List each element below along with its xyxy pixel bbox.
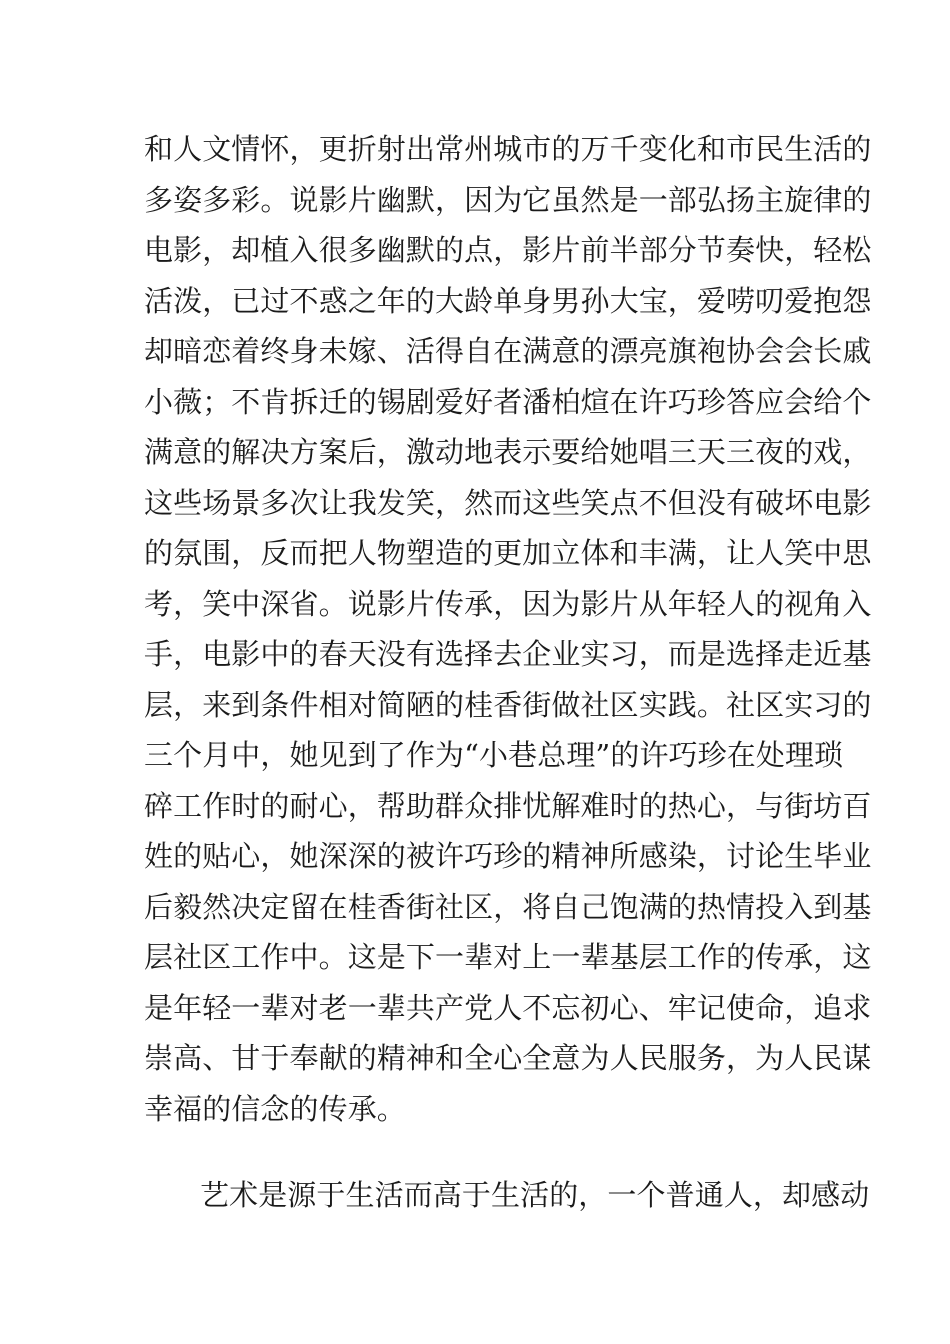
text-line: 电影，却植入很多幽默的点，影片前半部分节奏快，轻松 xyxy=(144,233,872,267)
text-line: 崇高、甘于奉献的精神和全心全意为人民服务，为人民谋 xyxy=(144,1041,872,1075)
text-line: 幸福的信念的传承。 xyxy=(144,1091,406,1126)
text-line: 的氛围，反而把人物塑造的更加立体和丰满，让人笑中思 xyxy=(144,536,872,570)
body-paragraph xyxy=(144,1170,870,1221)
text-line: 姓的贴心，她深深的被许巧珍的精神所感染，讨论生毕业 xyxy=(144,839,872,873)
text-line: 多姿多彩。说影片幽默，因为它虽然是一部弘扬主旋律的 xyxy=(144,182,872,217)
text-line: 满意的解决方案后，激动地表示要给她唱三天三夜的戏， xyxy=(144,435,872,469)
text-line: 小薇；不肯拆迁的锡剧爱好者潘柏煊在许巧珍答应会给个 xyxy=(144,384,872,419)
text-line: 后毅然决定留在桂香街社区，将自己饱满的热情投入到基 xyxy=(144,889,872,924)
text-line: 是年轻一辈对老一辈共产党人不忘初心、牢记使命，追求 xyxy=(144,990,872,1025)
text-line: 层，来到条件相对简陋的桂香街做社区实践。社区实习的 xyxy=(144,687,872,722)
text-line: 考，笑中深省。说影片传承，因为影片从年轻人的视角入 xyxy=(144,586,872,621)
text-line: 层社区工作中。这是下一辈对上一辈基层工作的传承，这 xyxy=(144,940,872,974)
text-line: 艺术是源于生活而高于生活的，一个普通人，却感动 xyxy=(200,1178,870,1212)
text-line: 碎工作时的耐心，帮助群众排忧解难时的热心，与街坊百 xyxy=(144,788,872,823)
text-line: 和人文情怀，更折射出常州城市的万千变化和市民生活的 xyxy=(144,132,872,166)
text-line: 这些场景多次让我发笑，然而这些笑点不但没有破坏电影 xyxy=(144,485,872,520)
text-line: 活泼，已过不惑之年的大龄单身男孙大宝，爱唠叨爱抱怨 xyxy=(144,283,872,318)
text-line: 却暗恋着终身未嫁、活得自在满意的漂亮旗袍协会会长戚 xyxy=(144,334,872,368)
text-line: 手，电影中的春天没有选择去企业实习，而是选择走近基 xyxy=(144,637,872,671)
text-line: 三个月中，她见到了作为“小巷总理”的许巧珍在处理琐 xyxy=(144,738,844,772)
body-paragraph xyxy=(144,124,872,1134)
